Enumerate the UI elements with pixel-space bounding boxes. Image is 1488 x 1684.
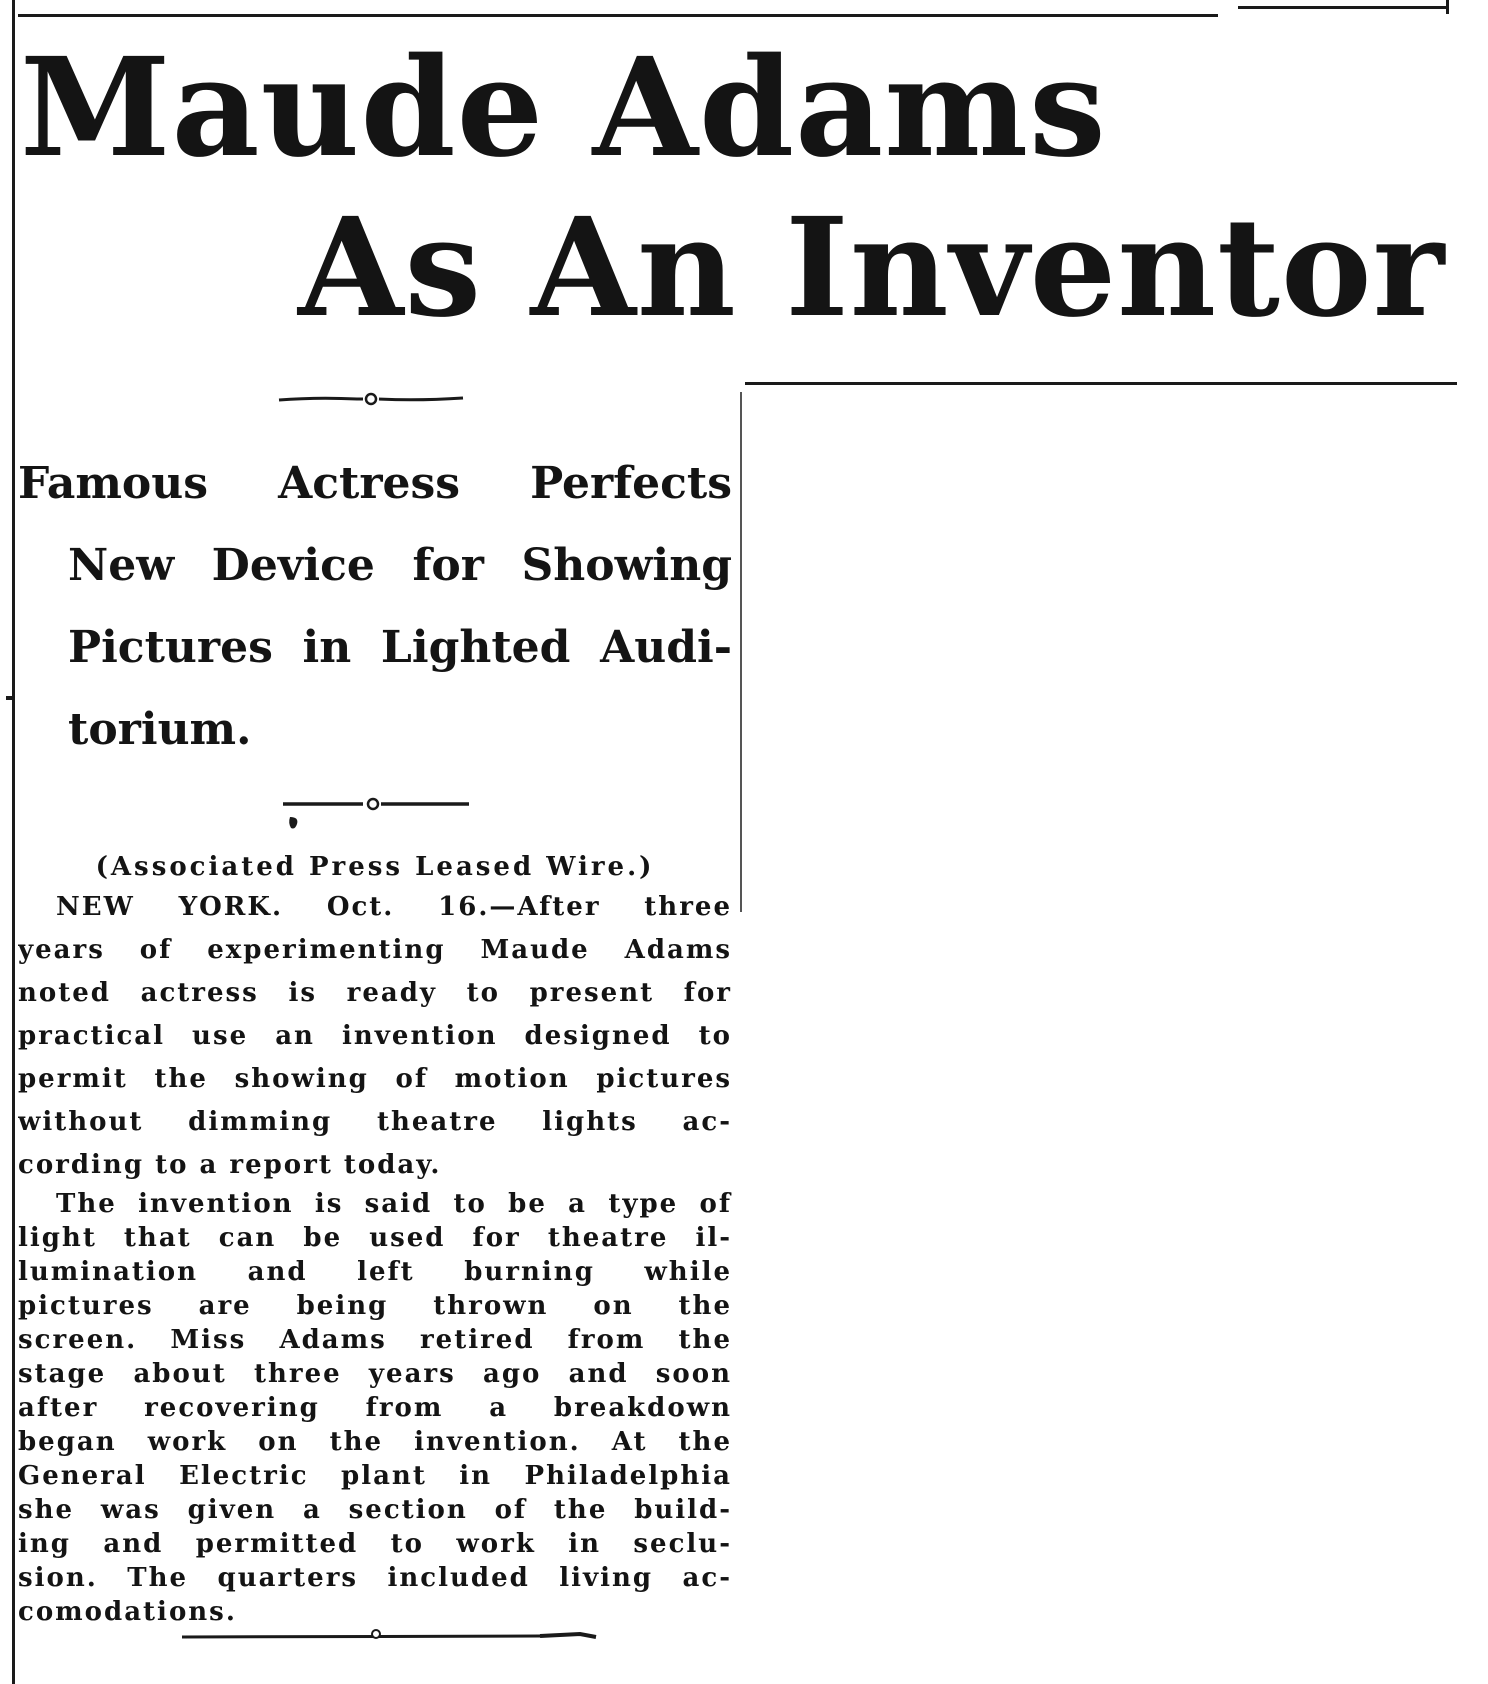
article-line: General Electric plant in Philadelphia — [18, 1461, 732, 1491]
dash-ornament — [281, 797, 471, 811]
article-line: comodations. — [18, 1597, 237, 1627]
article-line: stage about three years ago and soon — [18, 1359, 732, 1389]
article-line: permit the showing of motion pictures — [18, 1064, 732, 1094]
subhead-line: Famous Actress Perfects — [18, 458, 732, 509]
left-border-rule — [12, 0, 15, 1684]
subheadline — [18, 443, 732, 771]
column-divider — [740, 392, 742, 912]
article-line: after recovering from a breakdown — [18, 1393, 732, 1423]
ink-speck — [287, 815, 301, 831]
article-line: sion. The quarters included living ac- — [18, 1563, 732, 1593]
article-line: practical use an invention designed to — [18, 1021, 732, 1051]
article-line: without dimming theatre lights ac- — [18, 1107, 732, 1137]
subhead-line: torium. — [68, 704, 252, 755]
article-line: years of experimenting Maude Adams — [18, 935, 732, 965]
article-line: began work on the invention. At the — [18, 1427, 732, 1457]
article-line: light that can be used for theatre il- — [18, 1223, 732, 1253]
column-rule — [745, 382, 1457, 385]
article-line: pictures are being thrown on the — [18, 1291, 732, 1321]
article-line: cording to a report today. — [18, 1150, 442, 1180]
dash-ornament — [277, 392, 467, 406]
article-line: The invention is said to be a type of — [56, 1189, 732, 1219]
subhead-line: Pictures in Lighted Audi- — [68, 622, 732, 673]
wire-credit: (Associated Press Leased Wire.) — [95, 852, 655, 882]
end-ornament — [180, 1628, 600, 1642]
article-line: screen. Miss Adams retired from the — [18, 1325, 732, 1355]
article-line: noted actress is ready to present for — [18, 978, 732, 1008]
top-rule-right — [1238, 6, 1448, 9]
top-rule — [18, 14, 1218, 17]
article-line: NEW YORK. Oct. 16.—After three — [56, 892, 732, 922]
headline-line-2: As An Inventor — [298, 188, 1446, 348]
article-line: lumination and left burning while — [18, 1257, 732, 1287]
top-rule-tick — [1446, 0, 1449, 14]
article-line: she was given a section of the build- — [18, 1495, 732, 1525]
subhead-line: New Device for Showing — [68, 540, 732, 591]
article-line: ing and permitted to work in seclu- — [18, 1529, 732, 1559]
article-body — [18, 848, 732, 1629]
headline-line-1: Maude Adams — [20, 28, 1107, 188]
ink-mark — [6, 696, 14, 700]
